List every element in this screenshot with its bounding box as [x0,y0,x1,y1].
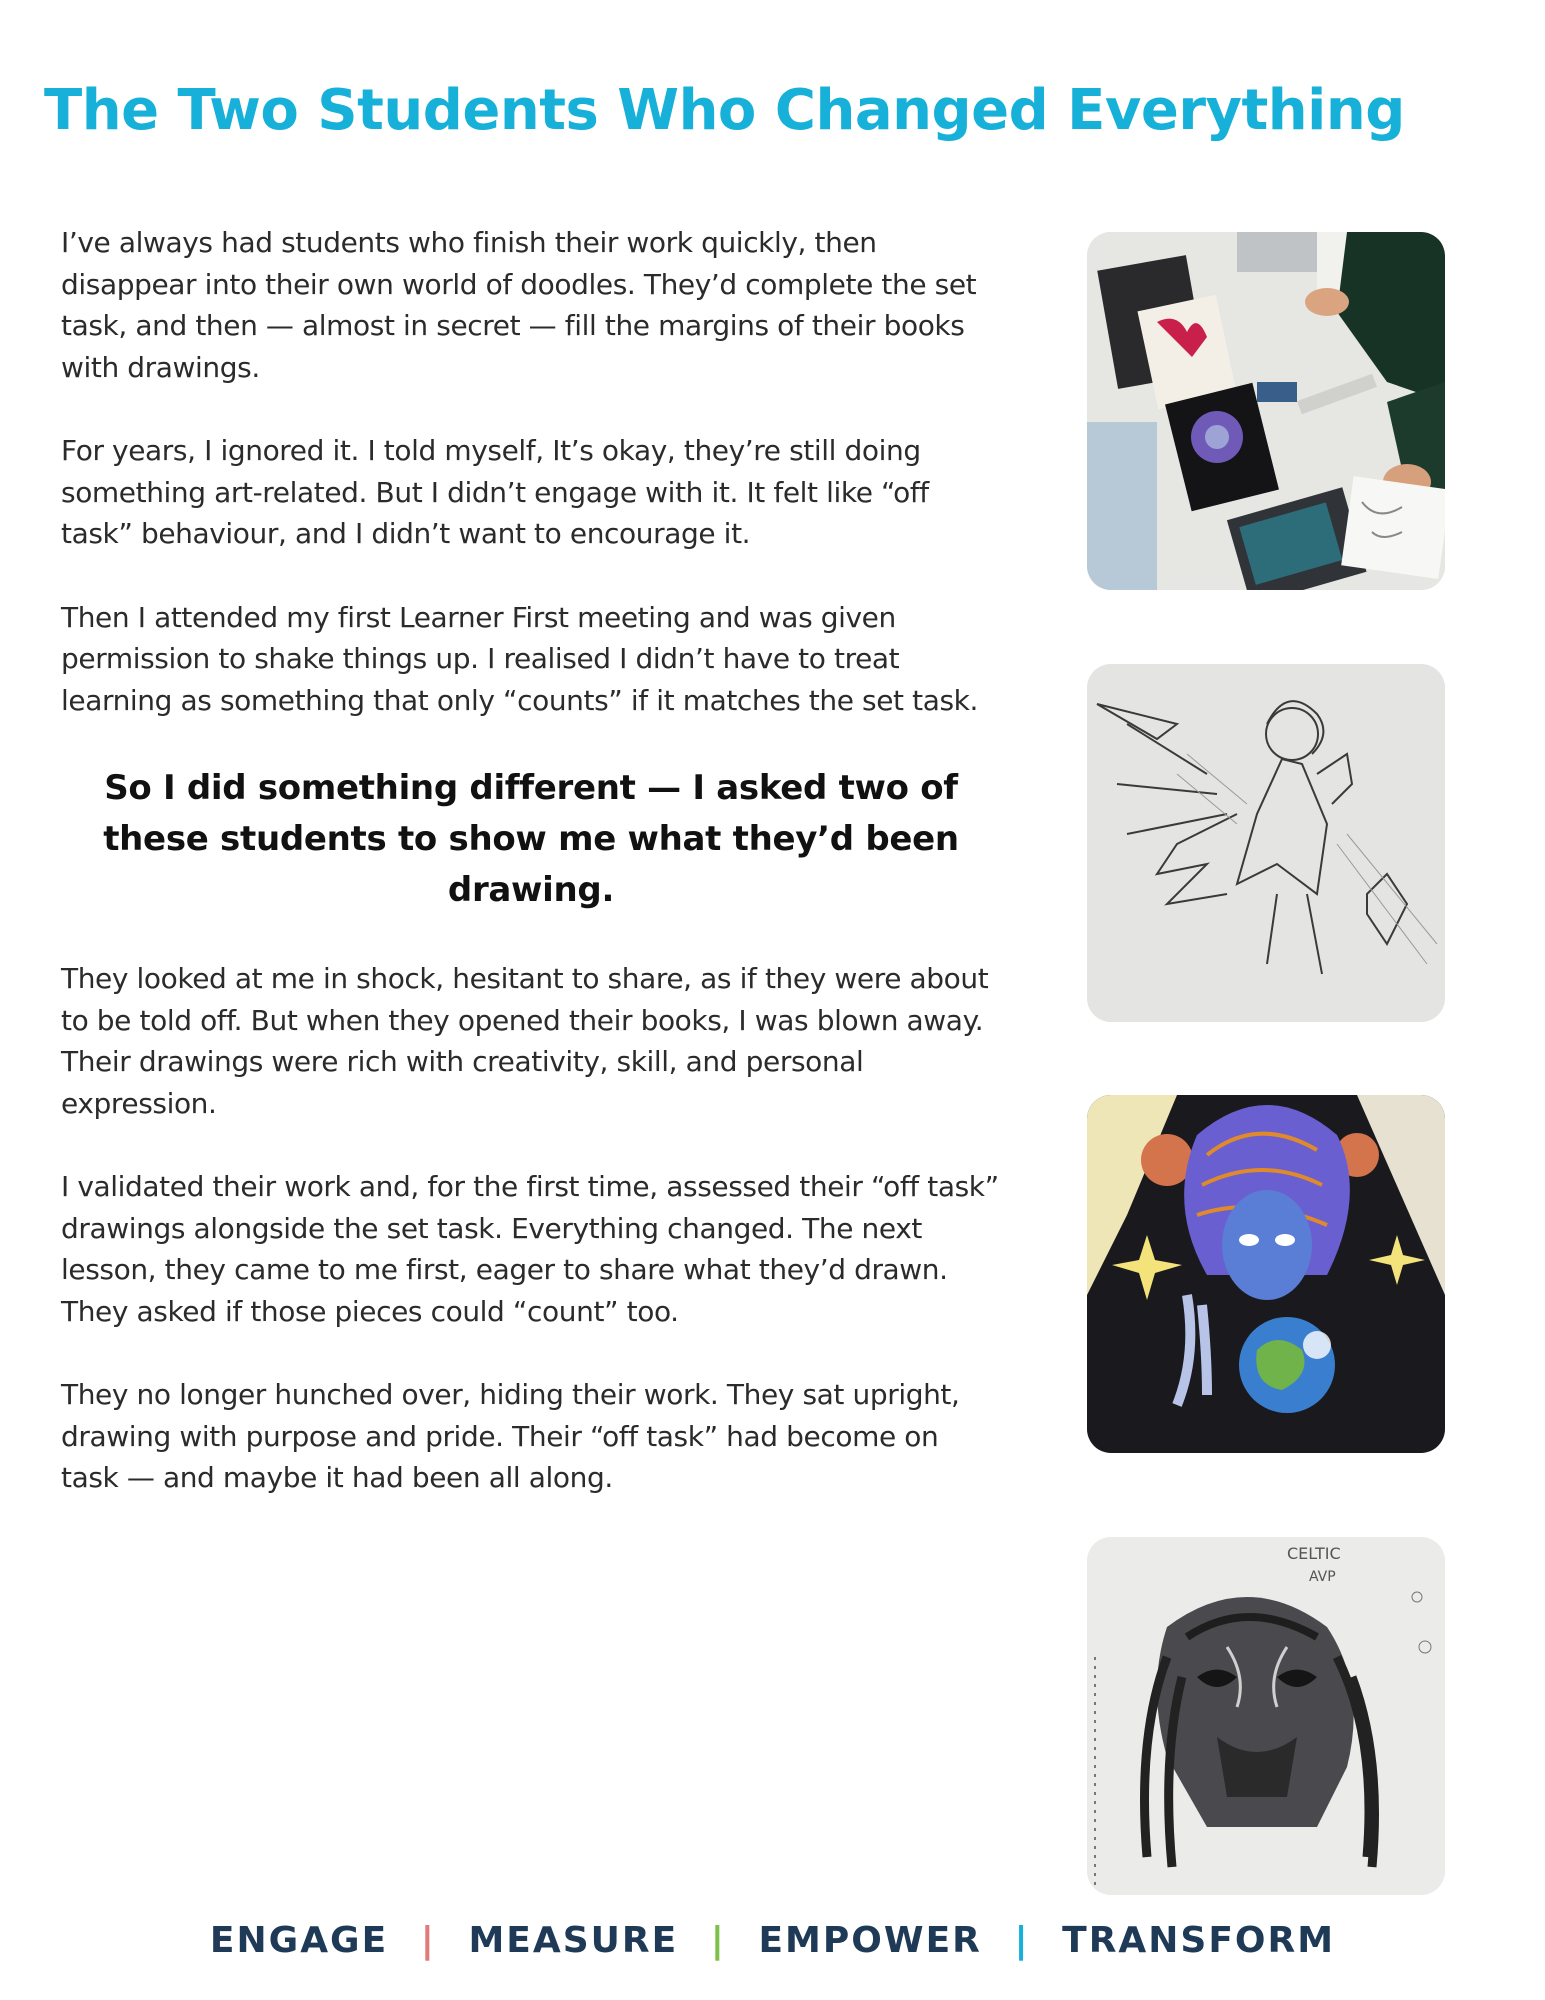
article-body [61,222,1001,1541]
footer-separator: | [420,1920,436,1961]
coloured-drawing-photo [1087,1095,1445,1453]
paragraph: Then I attended my first Learner First meeting and was given permission to shake things up. I realised I didn’t have to treat learning as something that only “counts” if it matches the set task. [61,600,978,717]
paragraph: They no longer hunched over, hiding their work. They sat upright, drawing with purpose and pride. Their “off task” had become on task — and maybe it had been all along. [61,1378,960,1494]
paragraph: I’ve always had students who finish their work quickly, then disappear into their own world of doodles. They’d complete the set task, and then — almost in secret — fill the margins of their books with drawings. [61,226,977,384]
footer-word: MEASURE [468,1920,679,1961]
footer-word: ENGAGE [209,1920,389,1961]
sketch-caption: AVP [1309,1569,1336,1585]
pencil-sketch-photo [1087,664,1445,1022]
callout-quote: So I did something different — I asked two of these students to show me what they’d been drawing. [103,768,959,910]
footer-separator: | [710,1920,726,1961]
footer-separator: | [1014,1920,1030,1961]
page-title: The Two Students Who Changed Everything [44,78,1405,143]
paragraph: For years, I ignored it. I told myself, It’s okay, they’re still doing something art-related. But I didn’t engage with it. It felt like “off task” behaviour, and I didn’t want to encourage it. [61,434,929,550]
footer-word: EMPOWER [758,1920,982,1961]
footer-tagline [0,1920,1545,1961]
sketch-caption: CELTIC [1287,1544,1341,1563]
footer-word: TRANSFORM [1062,1920,1336,1961]
paragraph: They looked at me in shock, hesitant to share, as if they were about to be told off. But when they opened their books, I was blown away. Their drawings were rich with creativity, skill, and personal expression. [61,962,989,1120]
classroom-photo [1087,232,1445,590]
skull-sketch-photo [1087,1537,1445,1895]
paragraph: I validated their work and, for the first time, assessed their “off task” drawings alongside the set task. Everything changed. The next lesson, they came to me first, eager to share what they’d drawn. They asked if those pieces could “count” too. [61,1170,999,1328]
